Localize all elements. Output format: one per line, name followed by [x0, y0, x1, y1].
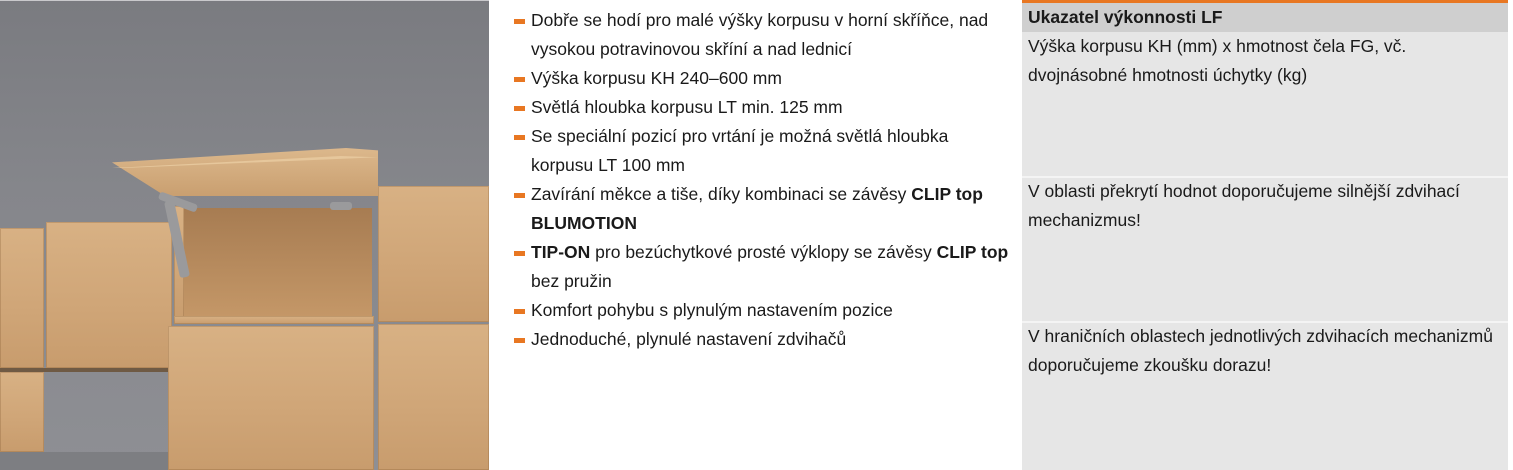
product-name: CLIP top — [936, 242, 1009, 262]
orange-bullet-icon — [514, 19, 525, 24]
photo-border — [0, 0, 489, 1]
panel-title: Ukazatel výkonnosti LF — [1028, 7, 1223, 27]
right-upper-cabinet — [378, 186, 489, 322]
panel-row: Výška korpusu KH (mm) x hmotnost čela FG, vč. dvojnásobné hmotnosti úchytky (kg) — [1028, 36, 1407, 85]
product-name: CLIP top BLUMOTION — [531, 184, 983, 233]
lower-left-front — [0, 372, 44, 452]
panel-row: V hraničních oblastech jednotlivých zdvihacích mechanizmů doporučujeme zkoušku dorazu! — [1028, 326, 1493, 375]
list-item: Dobře se hodí pro malé výšky korpusu v horní skříňce, nad vysokou potravinovou skříní a nad lednicí — [514, 6, 1014, 64]
list-item: Zavírání měkce a tiše, díky kombinaci se závěsy CLIP top BLUMOTION — [514, 180, 1014, 238]
orange-bullet-icon — [514, 135, 525, 140]
list-item: TIP-ON pro bezúchytkové prosté výklopy se závěsy CLIP top bez pružin — [514, 238, 1014, 296]
panel-row: V oblasti překrytí hodnot doporučujeme silnější zdvihací mechanizmus! — [1028, 181, 1460, 230]
list-item: Výška korpusu KH 240–600 mm — [514, 64, 1014, 93]
lower-middle-front — [168, 326, 374, 470]
lift-up-flap — [112, 148, 378, 196]
list-item: Se speciální pozicí pro vrtání je možná světlá hloubka korpusu LT 100 mm — [514, 122, 1014, 180]
orange-bullet-icon — [514, 77, 525, 82]
list-item: Jednoduché, plynulé nastavení zdvihačů — [514, 325, 1014, 354]
orange-bullet-icon — [514, 309, 525, 314]
orange-bullet-icon — [514, 106, 525, 111]
orange-bullet-icon — [514, 193, 525, 198]
open-cabinet-bottom — [174, 316, 374, 324]
list-item: Světlá hloubka korpusu LT min. 125 mm — [514, 93, 1014, 122]
performance-panel — [1022, 0, 1508, 470]
lower-right-front — [378, 324, 489, 470]
left-upper-cabinet — [0, 228, 44, 368]
orange-bullet-icon — [514, 251, 525, 256]
open-cabinet-interior — [176, 208, 372, 320]
lift-mechanism-arm — [330, 202, 352, 210]
feature-list — [514, 6, 1014, 354]
list-item: Komfort pohybu s plynulým nastavením pozice — [514, 296, 1014, 325]
photo-bottom — [0, 452, 168, 470]
orange-bullet-icon — [514, 338, 525, 343]
product-photo — [0, 0, 489, 470]
product-name: TIP-ON — [531, 242, 591, 262]
middle-left-cabinet — [46, 222, 172, 368]
panel-header — [1022, 3, 1508, 32]
